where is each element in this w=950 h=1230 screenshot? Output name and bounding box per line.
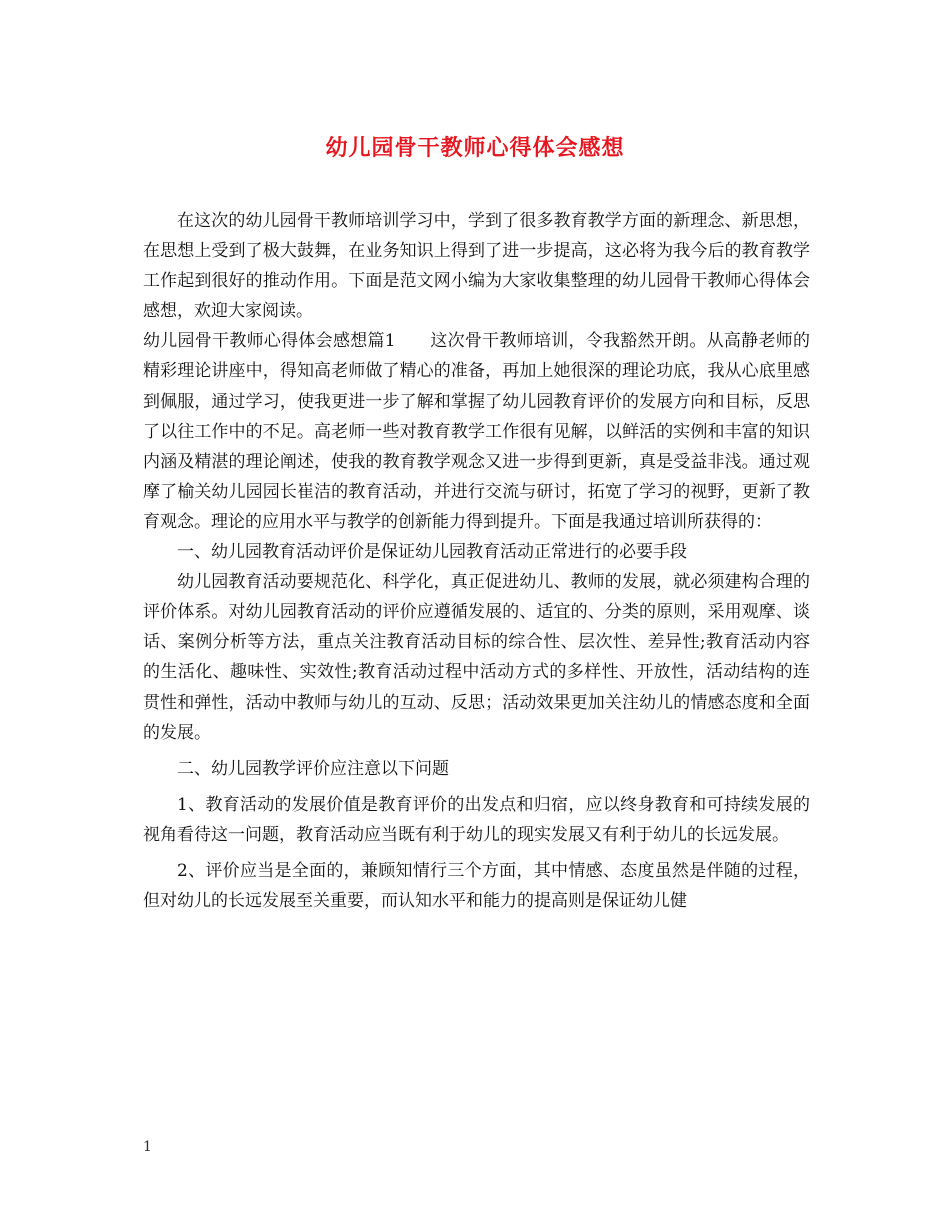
section-heading-1: 一、幼儿园教育活动评价是保证幼儿园教育活动正常进行的必要手段 (177, 542, 687, 563)
document-body (143, 206, 810, 916)
page-number: 1 (143, 1139, 152, 1155)
section-heading-2: 二、幼儿园教学评价应注意以下问题 (177, 758, 449, 779)
paragraph-intro: 在这次的幼儿园骨干教师培训学习中，学到了很多教育教学方面的新理念、新思想，在思想上受到了极大鼓舞，在业务知识上得到了进一步提高，这必将为我今后的教育教学工作起到很好的推动作用。下面是范文网小编为大家收集整理的幼儿园骨干教师心得体会感想，欢迎大家阅读。 (143, 211, 810, 322)
paragraph-point-2: 2、评价应当是全面的，兼顾知情行三个方面，其中情感、态度虽然是伴随的过程，但对幼儿的长远发展至关重要，而认知水平和能力的提高则是保证幼儿健 (143, 860, 810, 912)
paragraph-evaluation: 幼儿园教育活动要规范化、科学化，真正促进幼儿、教师的发展，就必须建构合理的评价体系。对幼儿园教育活动的评价应遵循发展的、适宜的、分类的原则，采用观摩、谈话、案例分析等方法，重点关注教育活动目标的综合性、层次性、差异性;教育活动内容的生活化、趣味性、实效性;教育活动过程中活动方式的多样性、开放性，活动结构的连贯性和弹性，活动中教师与幼儿的互动、反思；活动效果更加关注幼儿的情感态度和全面的发展。 (143, 572, 810, 743)
paragraph-point-1: 1、教育活动的发展价值是教育评价的出发点和归宿，应以终身教育和可持续发展的视角看待这一问题，教育活动应当既有利于幼儿的现实发展又有利于幼儿的长远发展。 (143, 794, 810, 845)
document-title: 幼儿园骨干教师心得体会感想 (325, 135, 625, 161)
paragraph-article-1: 幼儿园骨干教师心得体会感想篇1 这次骨干教师培训，令我豁然开朗。从高静老师的精彩理论讲座中，得知高老师做了精心的准备，再加上她很深的理论功底，我从心底里感到佩服，通过学习，使我更进一步了解和掌握了幼儿园教育评价的发展方向和目标，反思了以往工作中的不足。高老师一些对教育教学工作很有见解，以鲜活的实例和丰富的知识内涵及精湛的理论阐述，使我的教育教学观念又进一步得到更新，真是受益非浅。通过观摩了榆关幼儿园园长崔洁的教育活动，并进行交流与研讨，拓宽了学习的视野，更新了教育观念。理论的应用水平与教学的创新能力得到提升。下面是我通过培训所获得的： (143, 331, 810, 532)
